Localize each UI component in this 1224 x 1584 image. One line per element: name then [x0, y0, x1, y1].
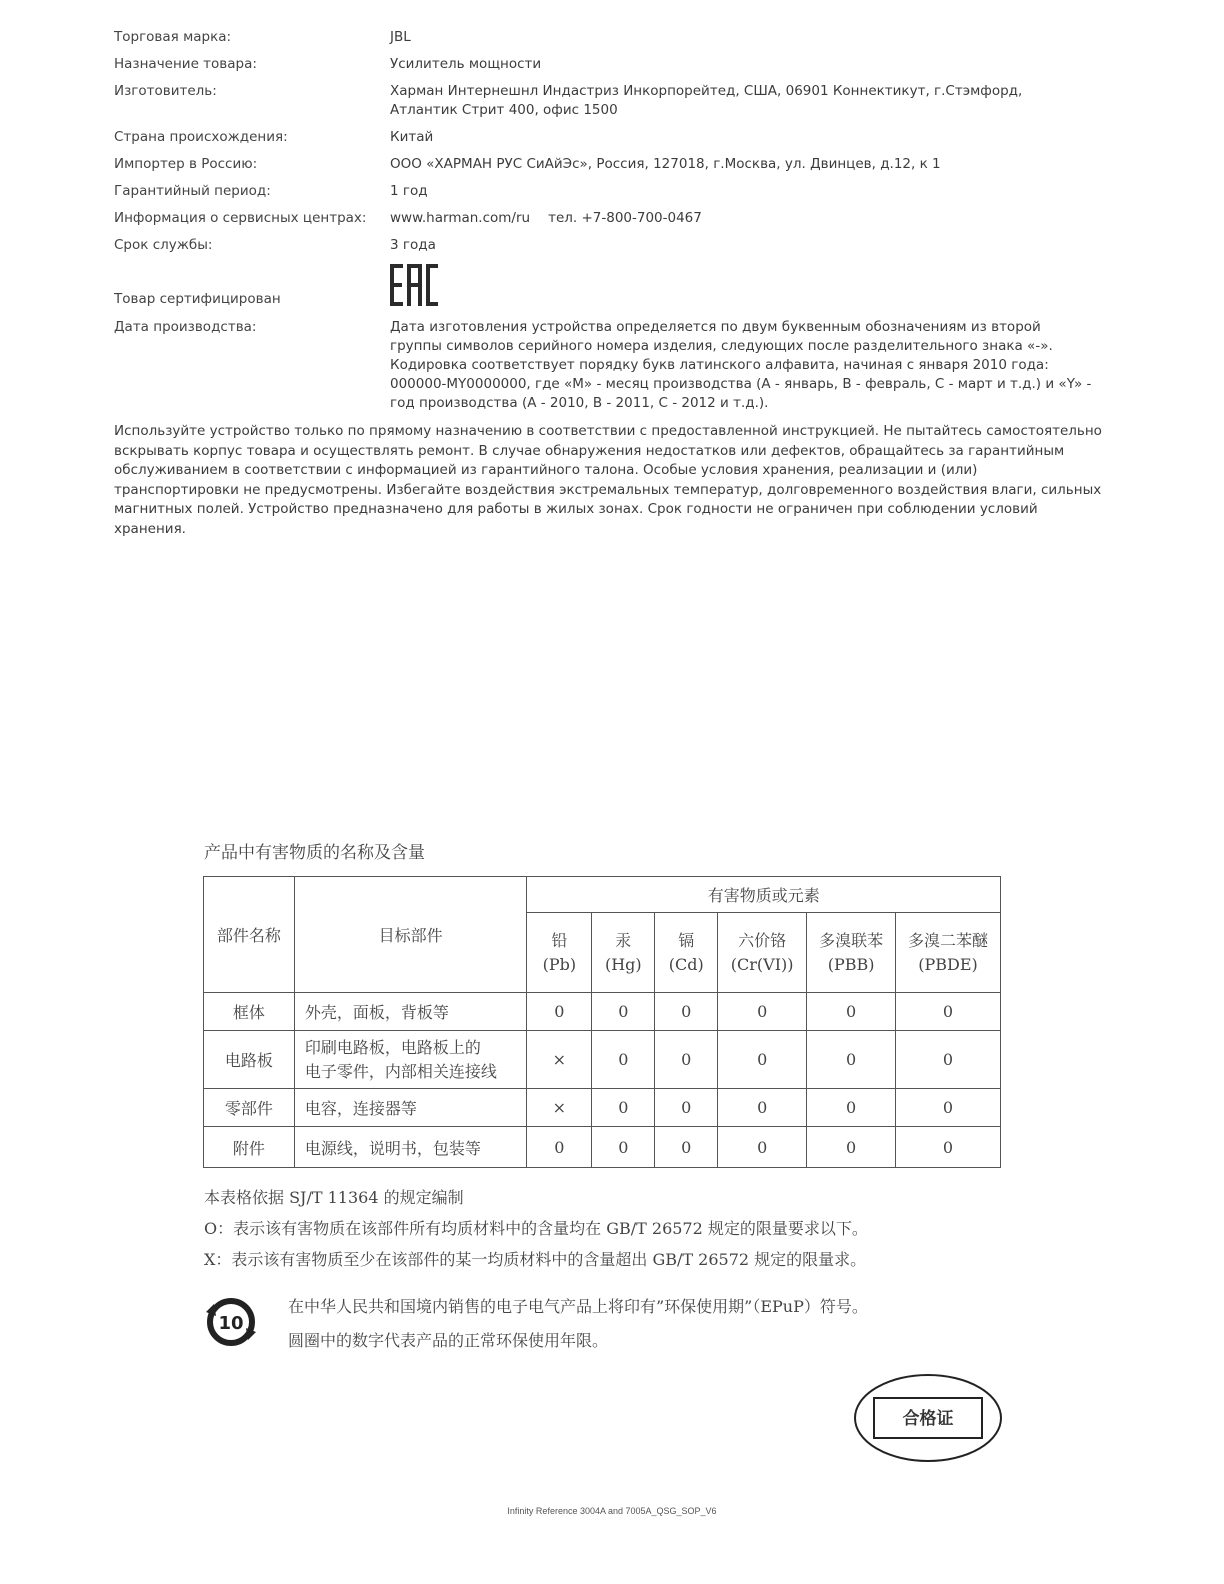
value-cell: 0 — [896, 1031, 1001, 1089]
importer-value: ООО «ХАРМАН РУС СиАйЭс», Россия, 127018, г.Москва, ул. Двинцев, д.12, к 1 — [390, 156, 941, 172]
page-footer: Infinity Reference 3004A and 7005A_QSG_SOP_V6 — [507, 1506, 717, 1516]
info-row-country — [114, 128, 1094, 147]
value-cell: 0 — [807, 1031, 896, 1089]
country-value: Китай — [390, 129, 434, 145]
purpose-value: Усилитель мощности — [390, 56, 542, 72]
value-cell: 0 — [896, 993, 1001, 1031]
info-row-manufacturer — [114, 82, 1094, 120]
value-cell: 0 — [718, 1089, 807, 1127]
service-site-link[interactable]: www.harman.com/ru — [390, 210, 531, 226]
value-cell: 0 — [718, 1127, 807, 1168]
target-cell: 印刷电路板，电路板上的 电子零件，内部相关连接线 — [294, 1031, 527, 1089]
value-cell: 0 — [655, 1031, 718, 1089]
table-row — [204, 1031, 1001, 1089]
part-cell: 零部件 — [204, 1089, 295, 1127]
table-row — [204, 1089, 1001, 1127]
value-cell: × — [527, 1031, 592, 1089]
info-row-importer — [114, 155, 1094, 174]
value-cell: 0 — [655, 993, 718, 1031]
epup-description — [288, 1290, 868, 1358]
country-label: Страна происхождения: — [114, 129, 288, 145]
epup-recycle-icon — [200, 1296, 262, 1348]
value-cell: 0 — [592, 993, 655, 1031]
value-cell: 0 — [527, 993, 592, 1031]
production-date-value: Дата изготовления устройства определяется по двум буквенным обозначениям из второй группы символов серийного номера изделия, следующих после разделительного знака «-». Кодировка соответствует порядку букв латинского алфавита, начиная с января 2010 года: 000000-MY0000000, где «M» - месяц производства (A - январь, B - февраль, C - март и т.д.) и «Y» - год производства (A - 2010, B - 2011, C - 2012 и т.д.). — [390, 319, 1092, 411]
substance-header: 镉 (Cd) — [655, 913, 718, 993]
value-cell: 0 — [896, 1127, 1001, 1168]
value-cell: 0 — [718, 1031, 807, 1089]
target-cell: 电源线，说明书，包装等 — [294, 1127, 527, 1168]
brand-label: Торговая марка: — [114, 29, 232, 45]
warranty-label: Гарантийный период: — [114, 183, 271, 199]
info-row-brand — [114, 28, 1094, 47]
value-cell: 0 — [592, 1031, 655, 1089]
value-cell: 0 — [896, 1089, 1001, 1127]
warranty-value: 1 год — [390, 183, 428, 199]
value-cell: 0 — [718, 993, 807, 1031]
substance-header: 多溴二苯醚 (PBDE) — [896, 913, 1001, 993]
value-cell: 0 — [807, 1127, 896, 1168]
info-row-service — [114, 209, 1094, 228]
epup-line-1: 在中华人民共和国境内销售的电子电气产品上将印有”环保使用期”（EPuP）符号。 — [288, 1297, 868, 1316]
note-standard: 本表格依据 SJ/T 11364 的规定编制 — [204, 1188, 464, 1207]
substance-header: 六价铬 (Cr(VI)) — [718, 913, 807, 993]
service-life-label: Срок службы: — [114, 237, 213, 253]
value-cell: 0 — [807, 993, 896, 1031]
value-cell: 0 — [592, 1127, 655, 1168]
value-cell: 0 — [655, 1127, 718, 1168]
service-life-value: 3 года — [390, 237, 436, 253]
value-cell: 0 — [592, 1089, 655, 1127]
value-cell: × — [527, 1089, 592, 1127]
info-row-service-life — [114, 236, 1094, 255]
hazard-table-title: 产品中有害物质的名称及含量 — [204, 843, 425, 863]
note-o-meaning: O：表示该有害物质在该部件所有均质材料中的含量均在 GB/T 26572 规定的限量要求以下。 — [204, 1219, 868, 1238]
brand-value: JBL — [390, 29, 411, 45]
table-row — [204, 1127, 1001, 1168]
value-cell: 0 — [527, 1127, 592, 1168]
info-row-certified — [114, 290, 1094, 309]
part-cell: 附件 — [204, 1127, 295, 1168]
usage-instructions: Используйте устройство только по прямому назначению в соответствии с предоставленной инструкцией. Не пытайтесь самостоятельно вскрывать корпус товара и осуществлять ремонт. В случае обнаружения недостатков или дефектов, обращайтесь за гарантийным обслуживанием в соответствии с информацией из гарантийного талона. Особые условия хранения, реализации и (или) транспортировки не предусмотрены. Избегайте воздействия экстремальных температур, долговременного воздействия влаги, сильных магнитных полей. Устройство предназначено для работы в жилых зонах. Срок годности не ограничен при соблюдении условий хранения. — [114, 423, 1102, 537]
purpose-label: Назначение товара: — [114, 56, 257, 72]
value-cell: 0 — [807, 1089, 896, 1127]
info-row-warranty — [114, 182, 1094, 201]
col-target-header: 目标部件 — [294, 877, 527, 993]
target-cell: 电容，连接器等 — [294, 1089, 527, 1127]
value-cell: 0 — [655, 1089, 718, 1127]
hazard-notes — [204, 1182, 868, 1275]
substance-header: 铅 (Pb) — [527, 913, 592, 993]
info-row-purpose — [114, 55, 1094, 74]
substance-header: 汞 (Hg) — [592, 913, 655, 993]
table-header-row — [204, 877, 1001, 913]
substance-header: 多溴联苯 (PBB) — [807, 913, 896, 993]
service-label: Информация о сервисных центрах: — [114, 210, 367, 226]
part-cell: 框体 — [204, 993, 295, 1031]
qualified-stamp-label: 合格证 — [902, 1409, 954, 1429]
certified-label: Товар сертифицирован — [114, 291, 281, 307]
info-row-production-date — [114, 318, 1094, 413]
epup-number: 10 — [218, 1313, 244, 1334]
epup-line-2: 圆圈中的数字代表产品的正常环保使用年限。 — [288, 1331, 609, 1350]
note-x-meaning: X：表示该有害物质至少在该部件的某一均质材料中的含量超出 GB/T 26572 规定的限量求。 — [204, 1250, 867, 1269]
importer-label: Импортер в Россию: — [114, 156, 258, 172]
target-cell: 外壳，面板，背板等 — [294, 993, 527, 1031]
col-part-header: 部件名称 — [204, 877, 295, 993]
service-value — [390, 209, 1094, 228]
hazardous-substances-table — [203, 876, 1001, 1168]
manufacturer-label: Изготовитель: — [114, 83, 217, 99]
table-row — [204, 993, 1001, 1031]
production-date-label: Дата производства: — [114, 319, 257, 335]
manufacturer-value: Харман Интернешнл Индастриз Инкорпорейтед, США, 06901 Коннектикут, г.Стэмфорд, Атлантик Стрит 400, офис 1500 — [390, 83, 1023, 118]
part-cell: 电路板 — [204, 1031, 295, 1089]
col-group-header: 有害物质或元素 — [527, 877, 1001, 913]
service-phone: тел. +7-800-700-0467 — [548, 210, 702, 226]
